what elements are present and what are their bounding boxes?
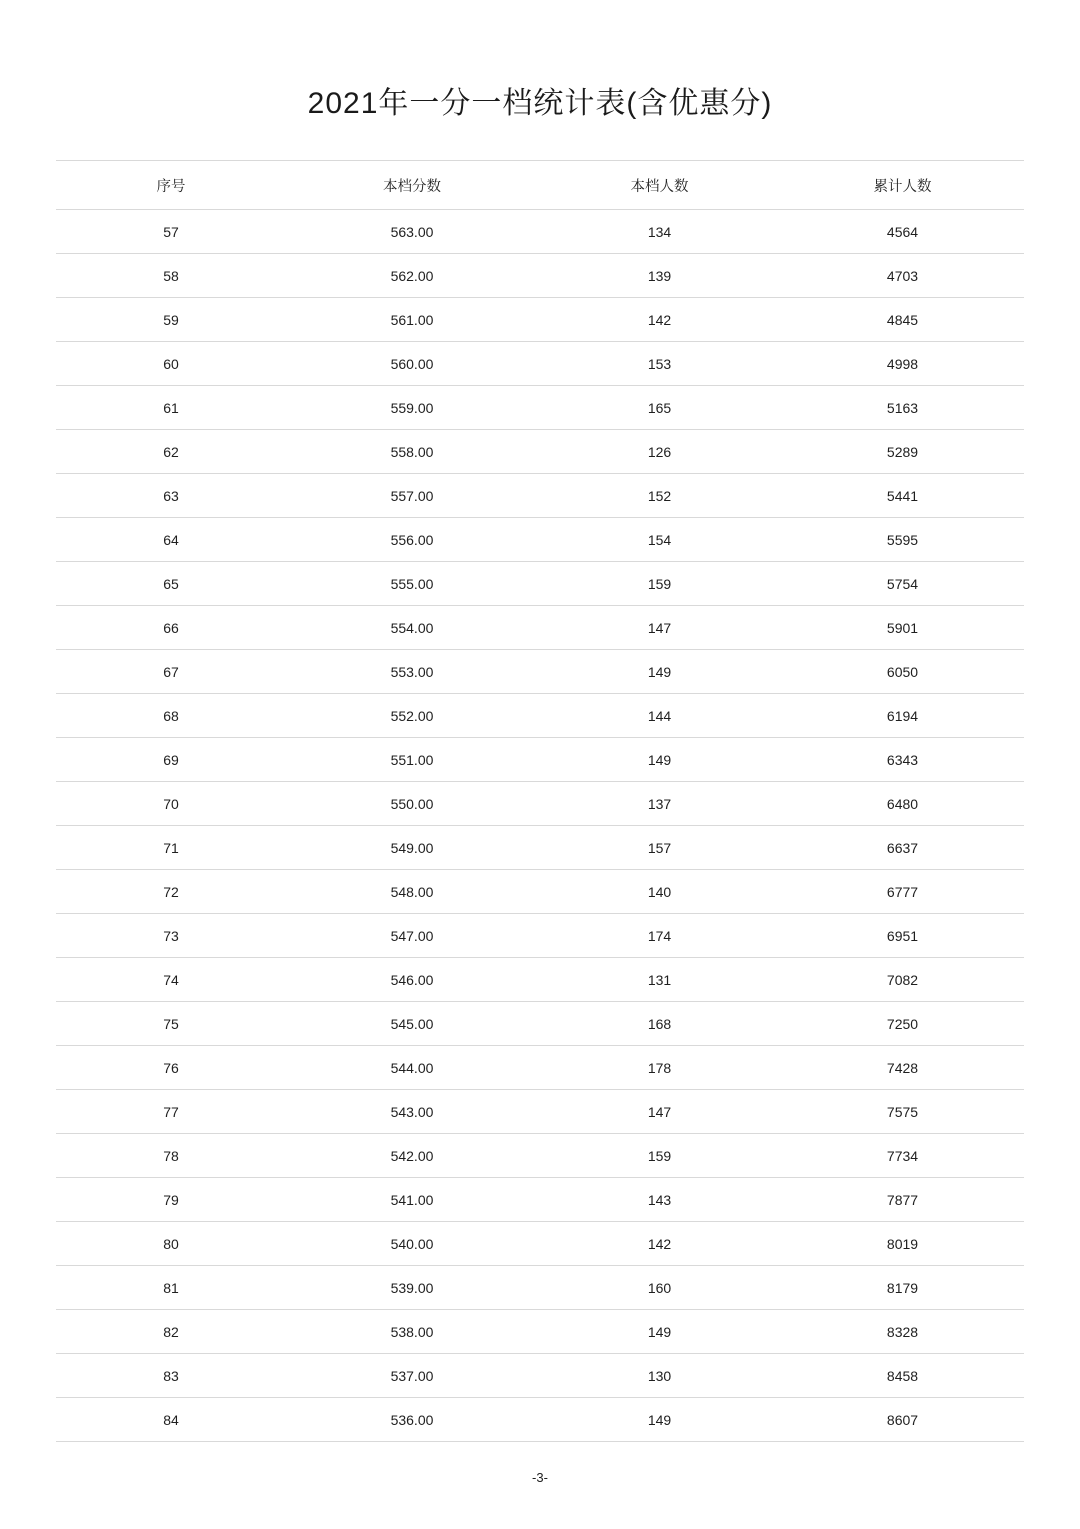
table-column-header: 本档人数 (538, 161, 781, 210)
table-cell: 80 (56, 1222, 286, 1266)
table-cell: 68 (56, 694, 286, 738)
table-cell: 7250 (781, 1002, 1024, 1046)
table-cell: 562.00 (286, 254, 538, 298)
table-cell: 559.00 (286, 386, 538, 430)
table-cell: 157 (538, 826, 781, 870)
table-row (56, 826, 1024, 870)
table-cell: 554.00 (286, 606, 538, 650)
table-cell: 71 (56, 826, 286, 870)
table-cell: 79 (56, 1178, 286, 1222)
table-cell: 5901 (781, 606, 1024, 650)
table-column-header: 累计人数 (781, 161, 1024, 210)
table-cell: 5595 (781, 518, 1024, 562)
table-header (56, 161, 1024, 210)
table-cell: 149 (538, 650, 781, 694)
table-row (56, 1398, 1024, 1442)
table-cell: 6637 (781, 826, 1024, 870)
table-cell: 544.00 (286, 1046, 538, 1090)
table-cell: 536.00 (286, 1398, 538, 1442)
table-cell: 58 (56, 254, 286, 298)
table-cell: 563.00 (286, 210, 538, 254)
table-cell: 548.00 (286, 870, 538, 914)
table-row (56, 1178, 1024, 1222)
table-cell: 5163 (781, 386, 1024, 430)
page-title: 2021年一分一档统计表(含优惠分) (307, 87, 773, 120)
table-cell: 8458 (781, 1354, 1024, 1398)
table-row (56, 298, 1024, 342)
table-row (56, 1090, 1024, 1134)
table-cell: 6050 (781, 650, 1024, 694)
table-cell: 69 (56, 738, 286, 782)
table-cell: 558.00 (286, 430, 538, 474)
table-cell: 65 (56, 562, 286, 606)
table-row (56, 1002, 1024, 1046)
table-cell: 8328 (781, 1310, 1024, 1354)
table-cell: 6951 (781, 914, 1024, 958)
table-row (56, 1266, 1024, 1310)
table-cell: 538.00 (286, 1310, 538, 1354)
table-row (56, 738, 1024, 782)
table-cell: 7734 (781, 1134, 1024, 1178)
table-cell: 73 (56, 914, 286, 958)
table-cell: 159 (538, 1134, 781, 1178)
table-cell: 174 (538, 914, 781, 958)
table-cell: 541.00 (286, 1178, 538, 1222)
table-row (56, 1310, 1024, 1354)
table-row (56, 254, 1024, 298)
table-cell: 84 (56, 1398, 286, 1442)
table-row (56, 342, 1024, 386)
table-cell: 555.00 (286, 562, 538, 606)
table-cell: 539.00 (286, 1266, 538, 1310)
table-cell: 76 (56, 1046, 286, 1090)
table-cell: 8179 (781, 1266, 1024, 1310)
table-cell: 64 (56, 518, 286, 562)
table-cell: 556.00 (286, 518, 538, 562)
table-cell: 5754 (781, 562, 1024, 606)
table-cell: 149 (538, 738, 781, 782)
table-header-row (56, 161, 1024, 210)
table-cell: 560.00 (286, 342, 538, 386)
table-cell: 540.00 (286, 1222, 538, 1266)
table-cell: 542.00 (286, 1134, 538, 1178)
table-row (56, 1134, 1024, 1178)
table-cell: 81 (56, 1266, 286, 1310)
table-row (56, 562, 1024, 606)
table-cell: 75 (56, 1002, 286, 1046)
table-cell: 545.00 (286, 1002, 538, 1046)
table-cell: 6777 (781, 870, 1024, 914)
table-cell: 537.00 (286, 1354, 538, 1398)
table-cell: 178 (538, 1046, 781, 1090)
table-row (56, 1046, 1024, 1090)
table-cell: 557.00 (286, 474, 538, 518)
table-cell: 7082 (781, 958, 1024, 1002)
table-cell: 57 (56, 210, 286, 254)
table-cell: 142 (538, 298, 781, 342)
table-cell: 6343 (781, 738, 1024, 782)
score-distribution-table (56, 160, 1024, 1442)
table-cell: 551.00 (286, 738, 538, 782)
table-cell: 126 (538, 430, 781, 474)
table-cell: 142 (538, 1222, 781, 1266)
table-cell: 147 (538, 606, 781, 650)
table-column-header: 序号 (56, 161, 286, 210)
table-cell: 549.00 (286, 826, 538, 870)
table-cell: 66 (56, 606, 286, 650)
table-row (56, 430, 1024, 474)
table-row (56, 870, 1024, 914)
table-cell: 130 (538, 1354, 781, 1398)
table-cell: 8607 (781, 1398, 1024, 1442)
table-row (56, 210, 1024, 254)
table-cell: 4998 (781, 342, 1024, 386)
table-cell: 78 (56, 1134, 286, 1178)
table-cell: 77 (56, 1090, 286, 1134)
table-cell: 4845 (781, 298, 1024, 342)
table-column-header: 本档分数 (286, 161, 538, 210)
table-cell: 83 (56, 1354, 286, 1398)
table-cell: 131 (538, 958, 781, 1002)
table-row (56, 606, 1024, 650)
table-cell: 61 (56, 386, 286, 430)
table-row (56, 518, 1024, 562)
table-cell: 70 (56, 782, 286, 826)
table-cell: 147 (538, 1090, 781, 1134)
table-cell: 5441 (781, 474, 1024, 518)
table-cell: 160 (538, 1266, 781, 1310)
table-cell: 165 (538, 386, 781, 430)
table-cell: 143 (538, 1178, 781, 1222)
table-cell: 140 (538, 870, 781, 914)
table-cell: 59 (56, 298, 286, 342)
table-cell: 149 (538, 1310, 781, 1354)
table-cell: 74 (56, 958, 286, 1002)
table-cell: 82 (56, 1310, 286, 1354)
table-cell: 134 (538, 210, 781, 254)
table-cell: 547.00 (286, 914, 538, 958)
table-cell: 552.00 (286, 694, 538, 738)
table-cell: 149 (538, 1398, 781, 1442)
table-cell: 6194 (781, 694, 1024, 738)
table-cell: 5289 (781, 430, 1024, 474)
table-cell: 153 (538, 342, 781, 386)
table-row (56, 1354, 1024, 1398)
table-cell: 7877 (781, 1178, 1024, 1222)
table-cell: 561.00 (286, 298, 538, 342)
table-cell: 550.00 (286, 782, 538, 826)
table-cell: 60 (56, 342, 286, 386)
page-number: -3- (532, 1470, 548, 1485)
table-cell: 72 (56, 870, 286, 914)
table-row (56, 1222, 1024, 1266)
table-row (56, 914, 1024, 958)
table-cell: 63 (56, 474, 286, 518)
table-row (56, 694, 1024, 738)
table-cell: 154 (538, 518, 781, 562)
table-cell: 139 (538, 254, 781, 298)
table-cell: 7575 (781, 1090, 1024, 1134)
table-cell: 8019 (781, 1222, 1024, 1266)
table-cell: 7428 (781, 1046, 1024, 1090)
table-body (56, 210, 1024, 1442)
table-cell: 4564 (781, 210, 1024, 254)
table-cell: 159 (538, 562, 781, 606)
table-cell: 67 (56, 650, 286, 694)
table-cell: 137 (538, 782, 781, 826)
table-cell: 6480 (781, 782, 1024, 826)
table-row (56, 958, 1024, 1002)
table-row (56, 386, 1024, 430)
table-row (56, 650, 1024, 694)
table-cell: 144 (538, 694, 781, 738)
table-cell: 62 (56, 430, 286, 474)
table-row (56, 474, 1024, 518)
table-cell: 546.00 (286, 958, 538, 1002)
table-cell: 168 (538, 1002, 781, 1046)
table-cell: 543.00 (286, 1090, 538, 1134)
table-cell: 4703 (781, 254, 1024, 298)
table-cell: 553.00 (286, 650, 538, 694)
table-row (56, 782, 1024, 826)
table-cell: 152 (538, 474, 781, 518)
